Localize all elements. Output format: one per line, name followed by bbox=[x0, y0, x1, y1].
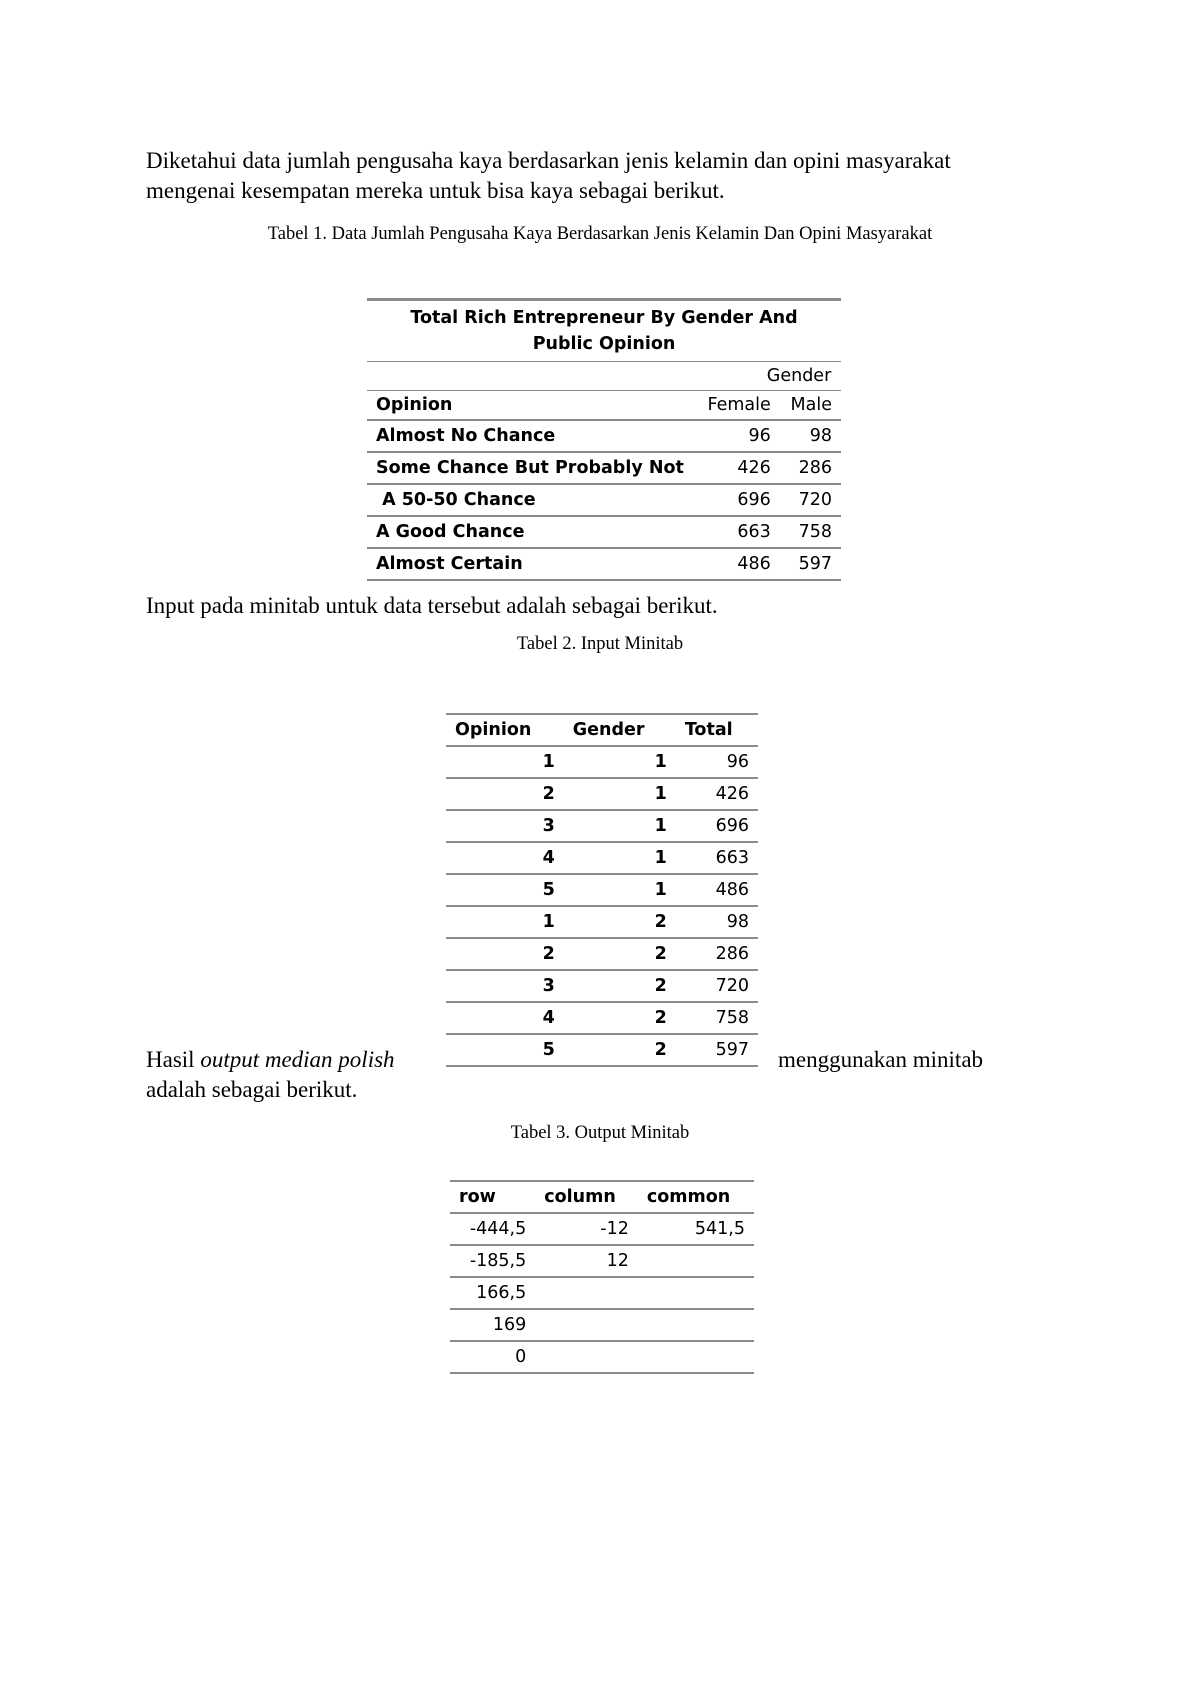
output-italic: output median polish bbox=[200, 1047, 395, 1072]
gender-cell: 2 bbox=[564, 970, 676, 1002]
male-cell: 98 bbox=[780, 420, 841, 452]
gender-cell: 2 bbox=[564, 938, 676, 970]
total-cell: 286 bbox=[676, 938, 758, 970]
minitab-output-table bbox=[450, 1180, 754, 1374]
table2-header-opinion: Opinion bbox=[446, 714, 564, 746]
table3-header-common: common bbox=[638, 1181, 754, 1213]
table1-group-header-row bbox=[367, 362, 841, 391]
male-cell: 286 bbox=[780, 452, 841, 484]
table-row bbox=[446, 810, 758, 842]
table3-caption: Tabel 3. Output Minitab bbox=[510, 1123, 690, 1143]
opinion-cell: 4 bbox=[446, 842, 564, 874]
opinion-cell: 3 bbox=[446, 970, 564, 1002]
output-right: menggunakan minitab bbox=[778, 1047, 984, 1072]
column-effect-cell bbox=[535, 1341, 638, 1373]
table2-header-total: Total bbox=[676, 714, 758, 746]
row-effect-cell: 169 bbox=[450, 1309, 535, 1341]
table3-body bbox=[450, 1213, 754, 1373]
table-row bbox=[450, 1213, 754, 1245]
table-row bbox=[446, 938, 758, 970]
opinion-cell: 1 bbox=[446, 746, 564, 778]
row-effect-cell: 0 bbox=[450, 1341, 535, 1373]
total-cell: 597 bbox=[676, 1034, 758, 1066]
opinion-cell: 4 bbox=[446, 1002, 564, 1034]
common-cell: 541,5 bbox=[638, 1213, 754, 1245]
table-row bbox=[367, 452, 841, 484]
rich-entrepreneur-table bbox=[367, 298, 841, 581]
opinion-cell: 5 bbox=[446, 874, 564, 906]
intro-line-1: Diketahui data jumlah pengusaha kaya berdasarkan jenis kelamin dan opini masyarakat bbox=[146, 148, 951, 173]
opinion-cell: A Good Chance bbox=[367, 516, 696, 548]
table-row bbox=[450, 1341, 754, 1373]
table-row bbox=[446, 874, 758, 906]
table2-body bbox=[446, 746, 758, 1066]
table-row bbox=[446, 842, 758, 874]
row-effect-cell: 166,5 bbox=[450, 1277, 535, 1309]
table2-header-row bbox=[446, 714, 758, 746]
row-effect-cell: -444,5 bbox=[450, 1213, 535, 1245]
table-row bbox=[450, 1309, 754, 1341]
output-paragraph bbox=[146, 1045, 1006, 1105]
table1-caption: Tabel 1. Data Jumlah Pengusaha Kaya Berdasarkan Jenis Kelamin Dan Opini Masyarakat bbox=[267, 224, 933, 244]
total-cell: 486 bbox=[676, 874, 758, 906]
table-row bbox=[446, 746, 758, 778]
column-effect-cell: 12 bbox=[535, 1245, 638, 1277]
opinion-cell: Almost No Chance bbox=[367, 420, 696, 452]
male-cell: 597 bbox=[780, 548, 841, 580]
output-line-1 bbox=[146, 1045, 1006, 1075]
table-row bbox=[367, 516, 841, 548]
common-cell bbox=[638, 1277, 754, 1309]
table-row bbox=[450, 1277, 754, 1309]
gender-cell: 2 bbox=[564, 1002, 676, 1034]
input-paragraph: Input pada minitab untuk data tersebut adalah sebagai berikut. bbox=[146, 593, 718, 618]
table-row bbox=[446, 778, 758, 810]
table2-caption: Tabel 2. Input Minitab bbox=[516, 634, 684, 654]
male-cell: 758 bbox=[780, 516, 841, 548]
gender-cell: 1 bbox=[564, 874, 676, 906]
common-cell bbox=[638, 1341, 754, 1373]
opinion-cell: A 50-50 Chance bbox=[367, 484, 696, 516]
female-cell: 426 bbox=[696, 452, 780, 484]
total-cell: 96 bbox=[676, 746, 758, 778]
total-cell: 720 bbox=[676, 970, 758, 1002]
gender-cell: 2 bbox=[564, 906, 676, 938]
total-cell: 758 bbox=[676, 1002, 758, 1034]
table-row bbox=[446, 1002, 758, 1034]
table-row bbox=[450, 1245, 754, 1277]
table1-column-header-row bbox=[367, 391, 841, 421]
table1-male-header: Male bbox=[780, 391, 841, 421]
female-cell: 663 bbox=[696, 516, 780, 548]
table-row bbox=[367, 484, 841, 516]
table1-female-header: Female bbox=[696, 391, 780, 421]
opinion-cell: 1 bbox=[446, 906, 564, 938]
opinion-cell: 2 bbox=[446, 778, 564, 810]
table-row bbox=[446, 906, 758, 938]
opinion-cell: 3 bbox=[446, 810, 564, 842]
female-cell: 696 bbox=[696, 484, 780, 516]
gender-cell: 1 bbox=[564, 810, 676, 842]
female-cell: 96 bbox=[696, 420, 780, 452]
column-effect-cell: -12 bbox=[535, 1213, 638, 1245]
table3-header-row-label: row bbox=[450, 1181, 535, 1213]
opinion-cell: 2 bbox=[446, 938, 564, 970]
output-line-2: adalah sebagai berikut. bbox=[146, 1077, 358, 1102]
total-cell: 696 bbox=[676, 810, 758, 842]
table1-title-row bbox=[367, 300, 841, 362]
opinion-cell: Almost Certain bbox=[367, 548, 696, 580]
table3-header-row bbox=[450, 1181, 754, 1213]
table3-header-column: column bbox=[535, 1181, 638, 1213]
minitab-input-table bbox=[446, 713, 758, 1067]
table1-body bbox=[367, 420, 841, 580]
row-effect-cell: -185,5 bbox=[450, 1245, 535, 1277]
gender-cell: 1 bbox=[564, 778, 676, 810]
total-cell: 426 bbox=[676, 778, 758, 810]
gender-cell: 1 bbox=[564, 746, 676, 778]
opinion-cell: 5 bbox=[446, 1034, 564, 1066]
column-effect-cell bbox=[535, 1309, 638, 1341]
intro-paragraph bbox=[146, 146, 1006, 206]
total-cell: 98 bbox=[676, 906, 758, 938]
column-effect-cell bbox=[535, 1277, 638, 1309]
table1-title: Total Rich Entrepreneur By Gender And Public Opinion bbox=[367, 300, 841, 362]
table2-header-gender: Gender bbox=[564, 714, 676, 746]
common-cell bbox=[638, 1245, 754, 1277]
table-row bbox=[446, 970, 758, 1002]
gender-cell: 1 bbox=[564, 842, 676, 874]
table1-opinion-header: Opinion bbox=[367, 391, 696, 421]
table-row bbox=[367, 548, 841, 580]
intro-line-2: mengenai kesempatan mereka untuk bisa kaya sebagai berikut. bbox=[146, 178, 725, 203]
gender-cell: 2 bbox=[564, 1034, 676, 1066]
common-cell bbox=[638, 1309, 754, 1341]
total-cell: 663 bbox=[676, 842, 758, 874]
opinion-cell: Some Chance But Probably Not bbox=[367, 452, 696, 484]
table1-gender-header: Gender bbox=[696, 362, 841, 391]
table-row bbox=[367, 420, 841, 452]
male-cell: 720 bbox=[780, 484, 841, 516]
output-hasil: Hasil bbox=[146, 1047, 201, 1072]
female-cell: 486 bbox=[696, 548, 780, 580]
